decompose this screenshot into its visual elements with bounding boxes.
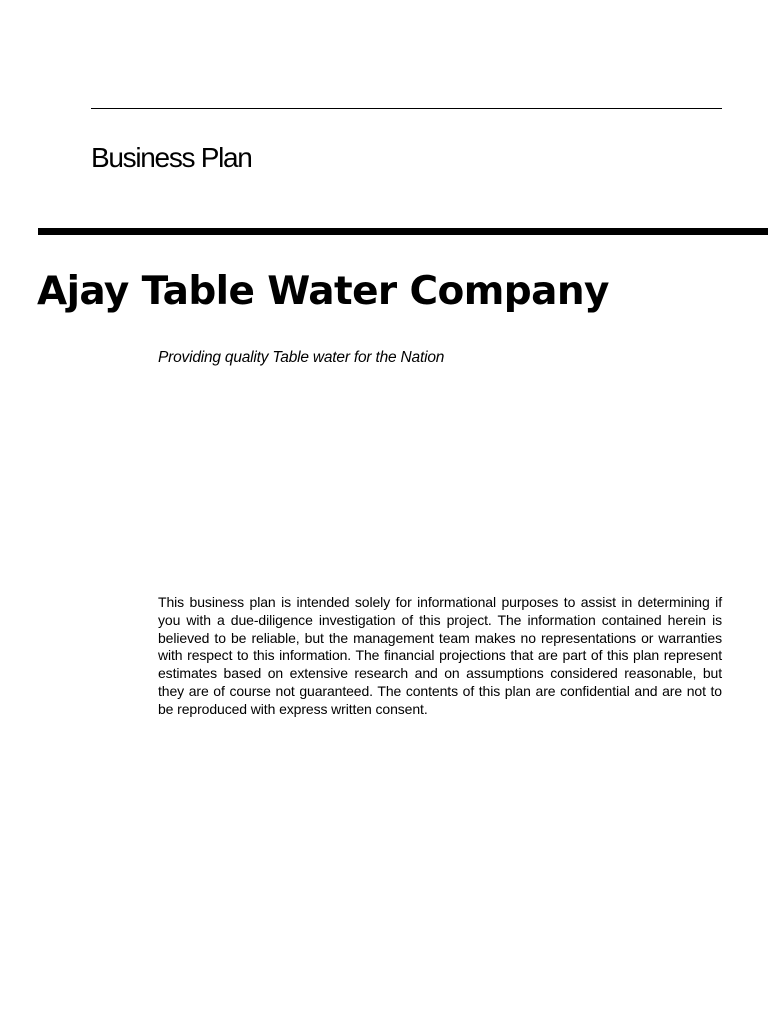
company-name-title: Ajay Table Water Company (37, 269, 609, 314)
title-divider (38, 228, 768, 235)
document-type-heading: Business Plan (91, 142, 252, 173)
company-tagline: Providing quality Table water for the Nation (158, 349, 445, 366)
disclaimer-paragraph: This business plan is intended solely for informational purposes to assist in determining if you with a due-diligence investigation of this project. The information contained herein is believed to be reliable, but the management team makes no representations or warranties with respect to this information. The financial projections that are part of this plan represent estimates based on extensive research and on assumptions considered reasonable, but they are of course not guaranteed. The contents of this plan are confidential and are not to be reproduced with express written consent. (158, 594, 722, 717)
top-divider (91, 108, 722, 109)
